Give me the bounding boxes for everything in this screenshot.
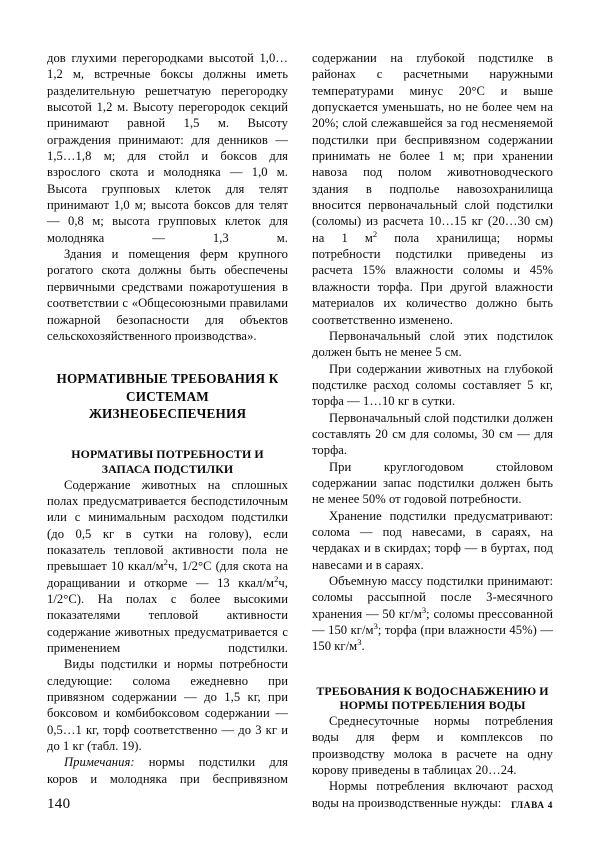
paragraph-partitions-heights: дов глухими перегородками высотой 1,0…1,2 м, встречные боксы должны иметь разделительную решетчатую перегородку высотой 1,2 м. Высоту перегородок секций принимают равной 1,5 м. Высоту ограждения принимают: для денников — 1,5…1,8 м; для стойл и боксов для взрослого скота и молодняка — 1,0 м. Высота групповых клеток для телят принимают 1,0 м; высота боксов для телят — 0,8 м; высота групповых клеток для молодняка — 1,3 м. (47, 51, 288, 245)
bulk-density-text-4: . (361, 639, 365, 654)
deep-bedding-text-1: содержании на глубокой подстилке в районах с расчетными наружными температурами минус 20°С и выше допускается уменьшать, но не более чем на 20%; слой слежавшейся за год несменяемой подстилки при беспривязном содержании принимать не более 1 м; при хранении навоза под полом животноводческого здания в подполье навозохранилища вносится первоначальный слой подстилки (соломы) из расчета 10…15 кг (20…30 см) на 1 м (312, 51, 553, 245)
superscript-cubic-meter-3: 3 (357, 637, 362, 648)
paragraph-notes (47, 754, 288, 787)
heading-bedding-norms: НОРМАТИВЫ ПОТРЕБНОСТИ И ЗАПАСА ПОДСТИЛКИ (71, 447, 264, 476)
chapter-label: ГЛАВА 4 (511, 800, 553, 810)
notes-label: Примечания: (64, 755, 135, 770)
left-column (47, 50, 288, 787)
superscript-square-meter-2: 2 (274, 573, 279, 584)
paragraph-solid-floors (47, 477, 288, 657)
solid-floors-text-1: Содержание животных на сплошных полах предусматривается бесподстилочным или с минимальным расходом подстилки (до 0,5 кг в сутки на голову), если показатель тепловой активности пола не превышает 10 ккал/м (47, 477, 288, 574)
superscript-square-meter-3: 2 (372, 228, 378, 239)
bulk-density-text-2: ; соломы прессованной — 150 кг/м (312, 606, 553, 638)
bulk-density-text-1: Объемную массу подстилки принимают: соломы рассыпной после 3-месячного хранения — 50 кг/м (312, 574, 553, 621)
page-number: 140 (47, 796, 71, 812)
paragraph-daily-water-norms: Среднесуточные нормы потребления воды для ферм и комплексов по производству молока в расчете на одну корову приведены в таблицах 20…24. (312, 713, 553, 777)
superscript-square-meter-1: 2 (163, 557, 168, 568)
paragraph-storage: Хранение подстилки предусматривают: солома — под навесами, в сараях, на чердаках и в скирдах; торф — в буртах, под навесами и в сараях. (312, 508, 553, 572)
solid-floors-text-3: ч, 1/2°С). На полах с более высокими показателями тепловой активности содержание животных предусматривается с применением подстилки. (47, 575, 288, 656)
paragraph-water-consumption-includes: Нормы потребления включают расход воды на производственные нужды: (312, 779, 553, 810)
superscript-cubic-meter-1: 3 (421, 604, 427, 615)
superscript-cubic-meter-2: 3 (373, 620, 378, 631)
paragraph-bedding-types: Виды подстилки и нормы потребности следующие: солома ежедневно при привязном содержании — до 1,5 кг, при боксовом и комбибоксовом содержании — 0,5…1 кг, торф соответственно — до 3 кг и до 1 кг (табл. 19). (47, 657, 288, 754)
paragraph-fire-safety: Здания и помещения ферм крупного рогатого скота должны быть обеспечены первичными средствами пожаротушения в соответствии с «Общесоюзными правилами пожарной безопасности для объектов сельскохозяйственного производства». (47, 247, 288, 343)
paragraph-initial-layer-min: Первоначальный слой этих подстилок должен быть не менее 5 см. (312, 328, 553, 360)
page-footer (47, 795, 553, 817)
paragraph-deep-bedding-continued (312, 50, 553, 328)
right-column (312, 50, 553, 811)
solid-floors-text-2: ч, 1/2°С (для скота на доращивании и откорме — 13 ккал/м (47, 559, 288, 590)
bulk-density-text-3: ; торфа (при влажности 45%) — 150 кг/м (312, 623, 553, 654)
paragraph-year-round-stock: При круглогодовом стойловом содержании запас подстилки должен быть не менее 50% от годовой потребности. (312, 459, 553, 507)
notes-text: нормы подстилки для коров и молодняка при беспривязном (47, 755, 288, 786)
paragraph-bulk-density (312, 573, 553, 655)
paragraph-initial-layer-thickness: Первоначальный слой подстилки должен составлять 20 см для соломы, 30 см — для торфа. (312, 410, 553, 458)
heading-normative-requirements: НОРМАТИВНЫЕ ТРЕБОВАНИЯ К СИСТЕМАМ ЖИЗНЕОБЕСПЕЧЕНИЯ (56, 371, 279, 421)
heading-water-supply-requirements: ТРЕБОВАНИЯ К ВОДОСНАБЖЕНИЮ И НОРМЫ ПОТРЕБЛЕНИЯ ВОДЫ (316, 683, 549, 713)
paragraph-deep-bedding-consumption: При содержании животных на глубокой подстилке расход соломы составляет 5 кг, торфа — 1…10 кг в сутки. (312, 361, 553, 409)
deep-bedding-text-2: пола хранилища; нормы потребности подстилки приведены из расчета 15% влажности соломы и 45% влажности торфа. При другой влажности материалов их количество должно быть соответственно изменено. (312, 230, 553, 327)
